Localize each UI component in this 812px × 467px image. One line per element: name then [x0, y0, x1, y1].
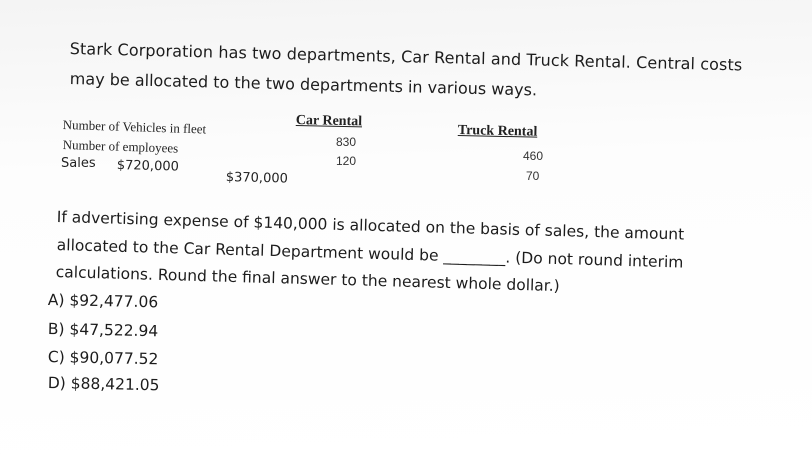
question-line-2: allocated to the Car Rental Department would be ________. (Do not round interim	[56, 236, 684, 272]
choice-c[interactable]: C) $90,077.52	[47, 348, 159, 369]
truck-rental-header: Truck Rental	[457, 123, 538, 140]
car-vehicles-value: 830	[336, 135, 357, 149]
car-rental-header: Car Rental	[295, 113, 363, 130]
employees-label: Number of employees	[62, 137, 179, 156]
truck-employees-value: 70	[526, 169, 540, 183]
choice-a[interactable]: A) $92,477.06	[47, 291, 159, 312]
choice-d[interactable]: D) $88,421.05	[47, 374, 160, 395]
vehicles-label: Number of Vehicles in fleet	[62, 117, 207, 137]
truck-sales-value: $370,000	[225, 170, 289, 187]
intro-line-1: Stark Corporation has two departments, Car Rental and Truck Rental. Central costs	[69, 39, 743, 75]
choice-b[interactable]: B) $47,522.94	[47, 320, 159, 341]
sales-label: Sales	[61, 156, 96, 171]
car-sales-value: $720,000	[116, 158, 180, 175]
question-line-1: If advertising expense of $140,000 is allocated on the basis of sales, the amount	[56, 208, 685, 244]
truck-vehicles-value: 460	[523, 149, 544, 163]
question-line-3: calculations. Round the final answer to the nearest whole dollar.)	[55, 263, 560, 296]
intro-line-2: may be allocated to the two departments in various ways.	[69, 69, 538, 100]
car-employees-value: 120	[336, 154, 357, 168]
